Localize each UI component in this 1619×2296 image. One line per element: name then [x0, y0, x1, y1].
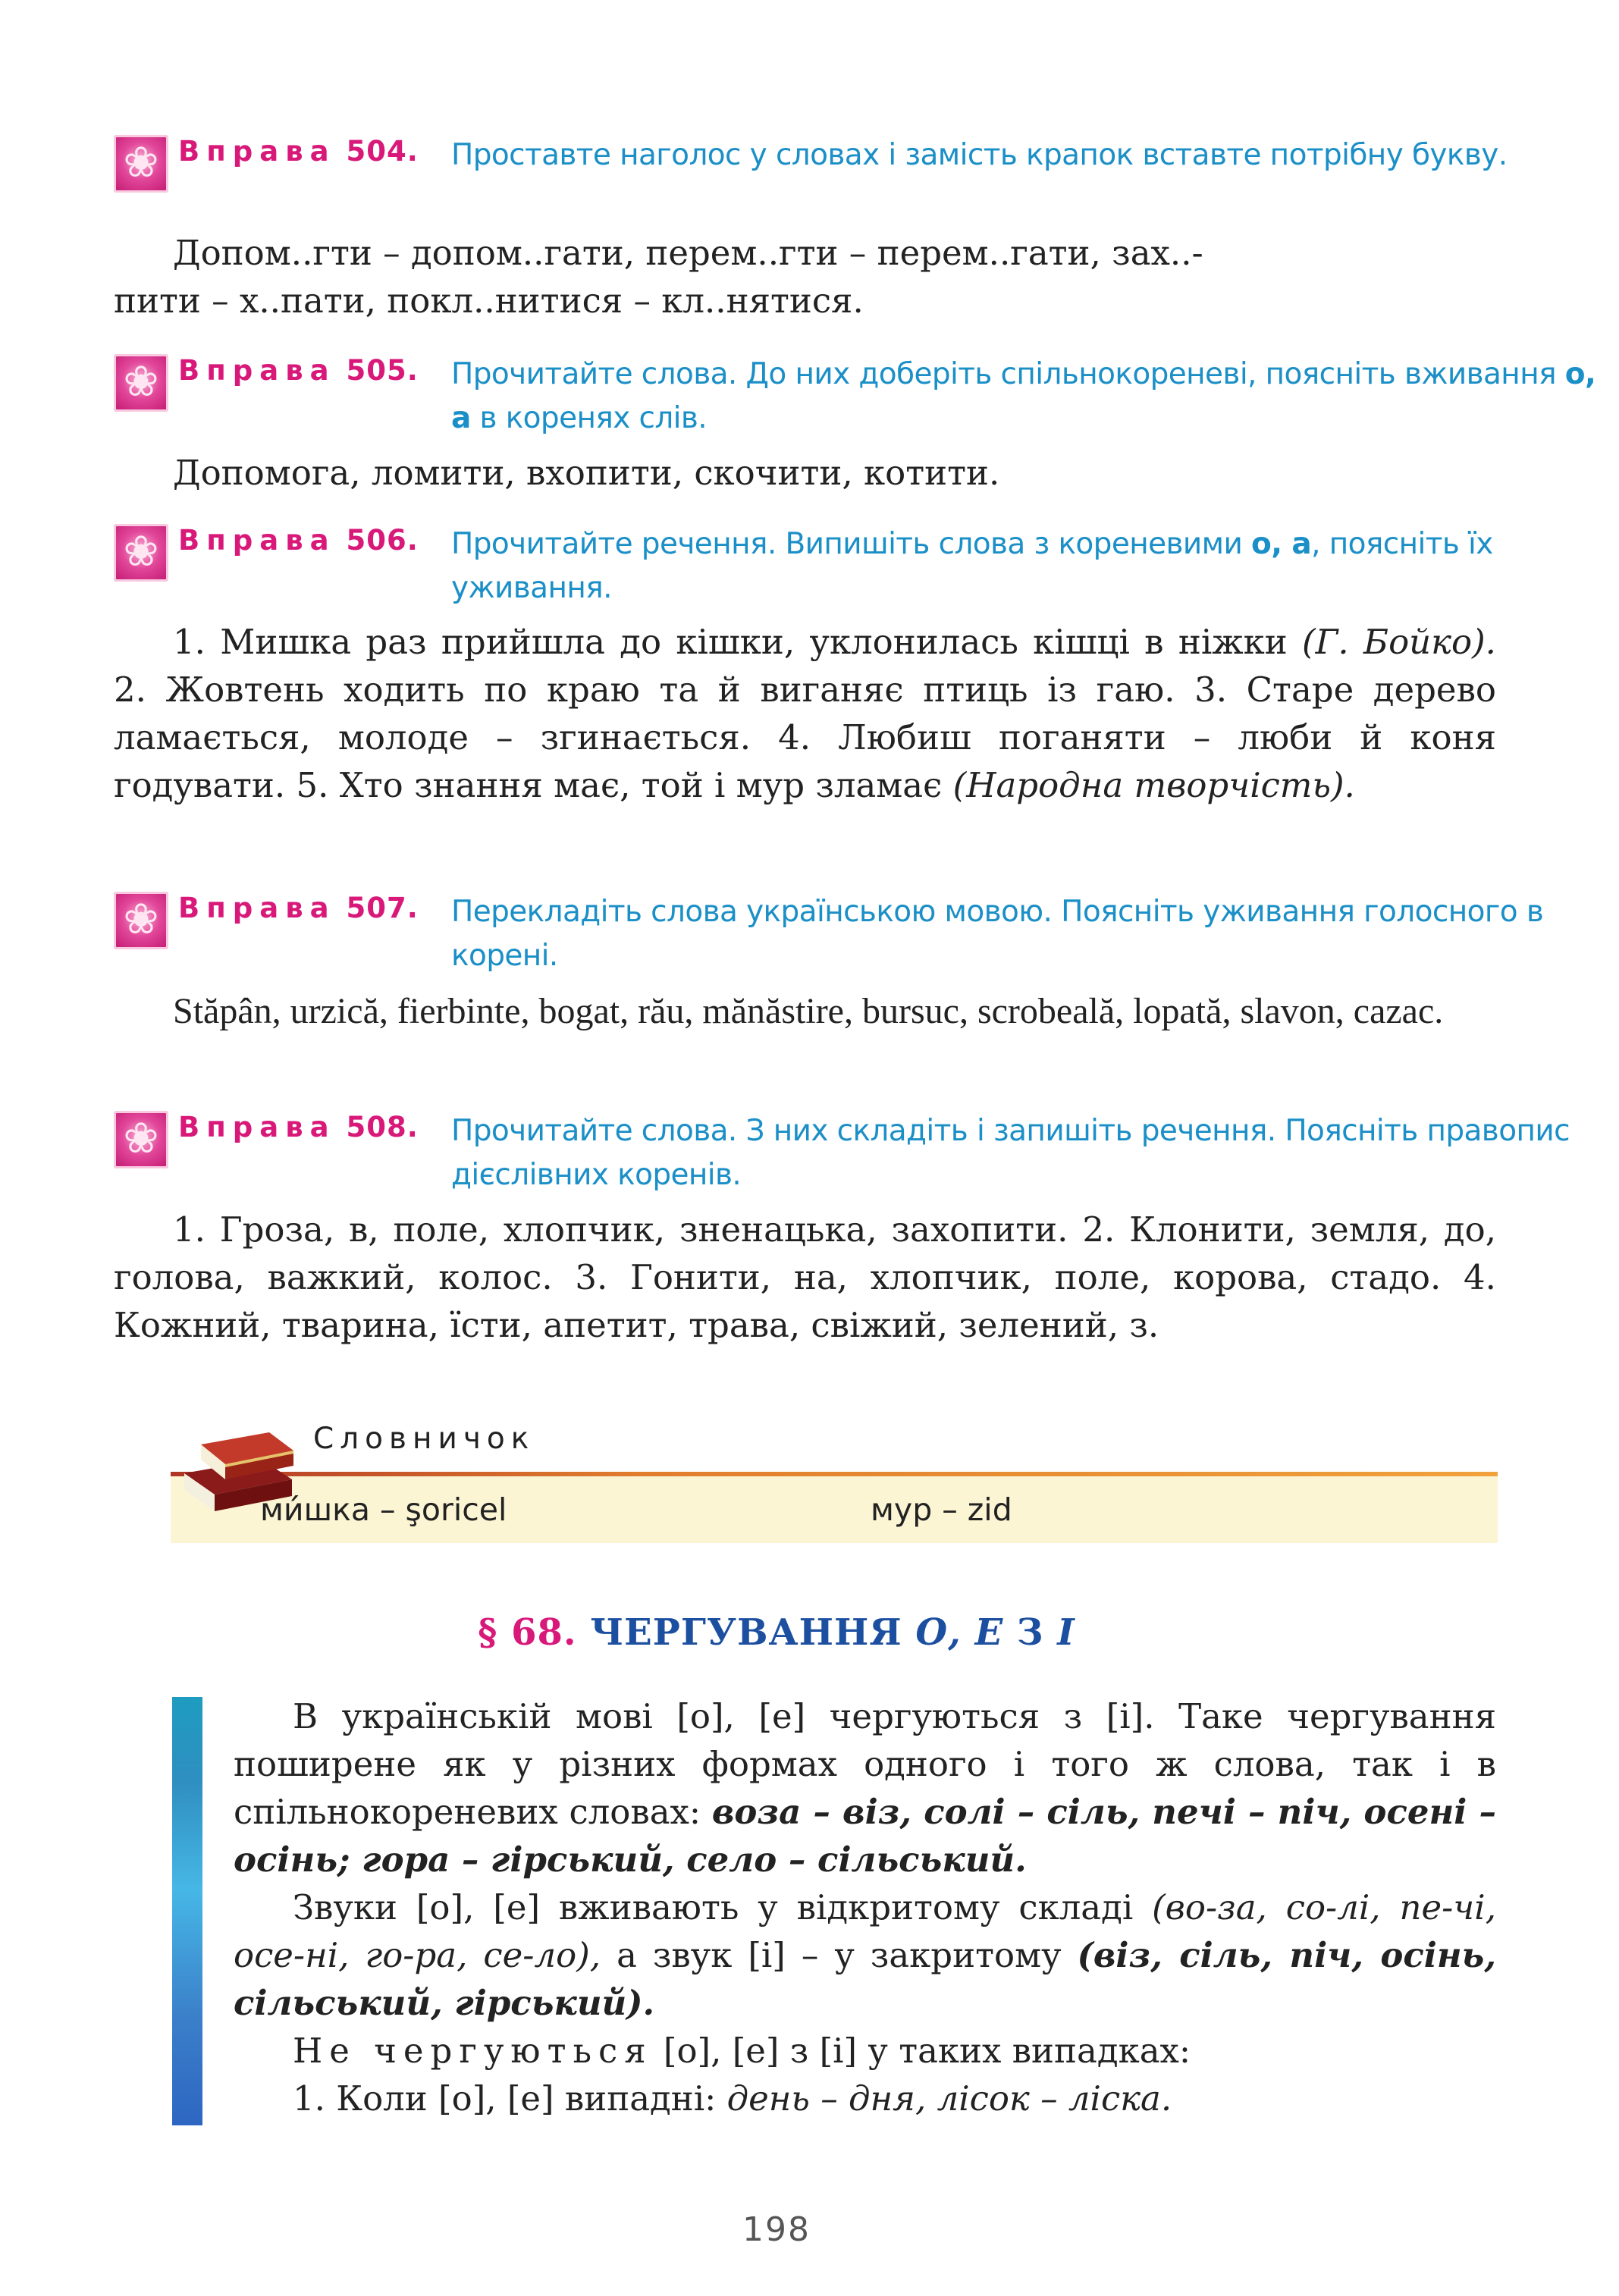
exercise-506-header [114, 519, 1501, 626]
exercise-instruction: Прочитайте речення. Випишіть слова з кореневими о, а, поясніть їх уживання. [451, 527, 1493, 605]
section-sidebar-bar [172, 1697, 202, 2125]
dictionary-title: Словничок [313, 1422, 535, 1456]
flower-icon [114, 1111, 168, 1168]
exercise-label: Вправа 505. [178, 354, 419, 387]
section-title: § 68. ЧЕРГУВАННЯ О, Е З І [478, 1611, 1075, 1654]
exercise-505-body: Допомога, ломити, вхопити, скочити, котити. [173, 453, 1000, 493]
dictionary-box [171, 1422, 1498, 1543]
exercise-508-body: 1. Гроза, в, поле, хлопчик, зненацька, захопити. 2. Клонити, земля, до, голова, важкий, колос. 3. Гонити, на, хлопчик, поле, корова, стадо. 4. Кожний, тварина, їсти, апетит, трава, свіжий, зелений, з. [114, 1209, 1496, 1345]
flower-icon [114, 524, 168, 582]
exercise-label: Вправа 508. [178, 1111, 419, 1143]
section-paragraph: В українській мові [о], [е] чергуються з [і]. Таке чергування поширене як у різних формах одного і того ж слова, так і в спільнокореневих словах: воза – віз, солі – сіль, печі – піч, осені – осінь; гора – гірський, село – сільський. [234, 1696, 1497, 1880]
section-paragraph: Не чергуються [о], [е] з [і] у таких випадках: [293, 2031, 1191, 2071]
exercise-507-header [114, 887, 1544, 993]
exercise-label: Вправа 504. [178, 135, 419, 168]
exercise-507-body: Stăpân, urzică, fierbinte, bogat, rău, mănăstire, bursuc, scrobeală, lopată, slavon, cazac. [173, 991, 1444, 1031]
exercise-instruction: Прочитайте слова. З них складіть і запишіть речення. Поясніть правопис дієслівних коренів. [451, 1114, 1570, 1192]
page-number: 198 [742, 2210, 811, 2249]
exercise-504-header [114, 130, 1508, 237]
exercise-505-header [114, 350, 1596, 456]
exercise-504-body [114, 229, 1496, 325]
section-body [234, 1692, 1496, 2122]
dictionary-divider [171, 1472, 1498, 1476]
exercise-instruction: Прочитайте слова. До них доберіть спільнокореневі, поясніть вживання о, а в коренях слів. [451, 357, 1596, 435]
dictionary-term: ми́шка – şoricel [260, 1491, 507, 1528]
exercise-label: Вправа 506. [178, 524, 419, 557]
exercise-instruction: Перекладіть слова українською мовою. Поясніть уживання голосного в корені. [451, 895, 1544, 973]
exercise-508-header [114, 1106, 1570, 1212]
flower-icon [114, 892, 168, 949]
exercise-506-body: 1. Мишка раз прийшла до кішки, уклонилась кішці в ніжки (Г. Бойко). 2. Жовтень ходить по краю та й виганяє птиць із гаю. 3. Старе дерево ламається, молоде – згинається. 4. Любиш поганяти – люби й коня годувати. 5. Хто знання має, той і мур зламає (Народна творчість). [114, 622, 1496, 805]
flower-icon [114, 135, 168, 193]
section-paragraph: Звуки [о], [е] вживають у відкритому складі (во-за, со-лі, пе-чі, осе-ні, го-ра, се-ло), а звук [і] – у закритому (віз, сіль, піч, осінь, сільський, гірський). [234, 1887, 1497, 2023]
exercise-label: Вправа 507. [178, 892, 419, 924]
body-line: пити – х..пати, покл..нитися – кл..нятися. [114, 281, 864, 321]
body-line: Допом..гти – допом..гати, перем..гти – перем..гати, зах..- [173, 233, 1203, 273]
dictionary-term: мур – zid [871, 1491, 1012, 1528]
section-paragraph: 1. Коли [о], [е] випадні: день – дня, лісок – ліска. [293, 2078, 1172, 2119]
flower-icon [114, 354, 168, 412]
exercise-instruction: Проставте наголос у словах і замість крапок вставте потрібну букву. [451, 138, 1508, 172]
